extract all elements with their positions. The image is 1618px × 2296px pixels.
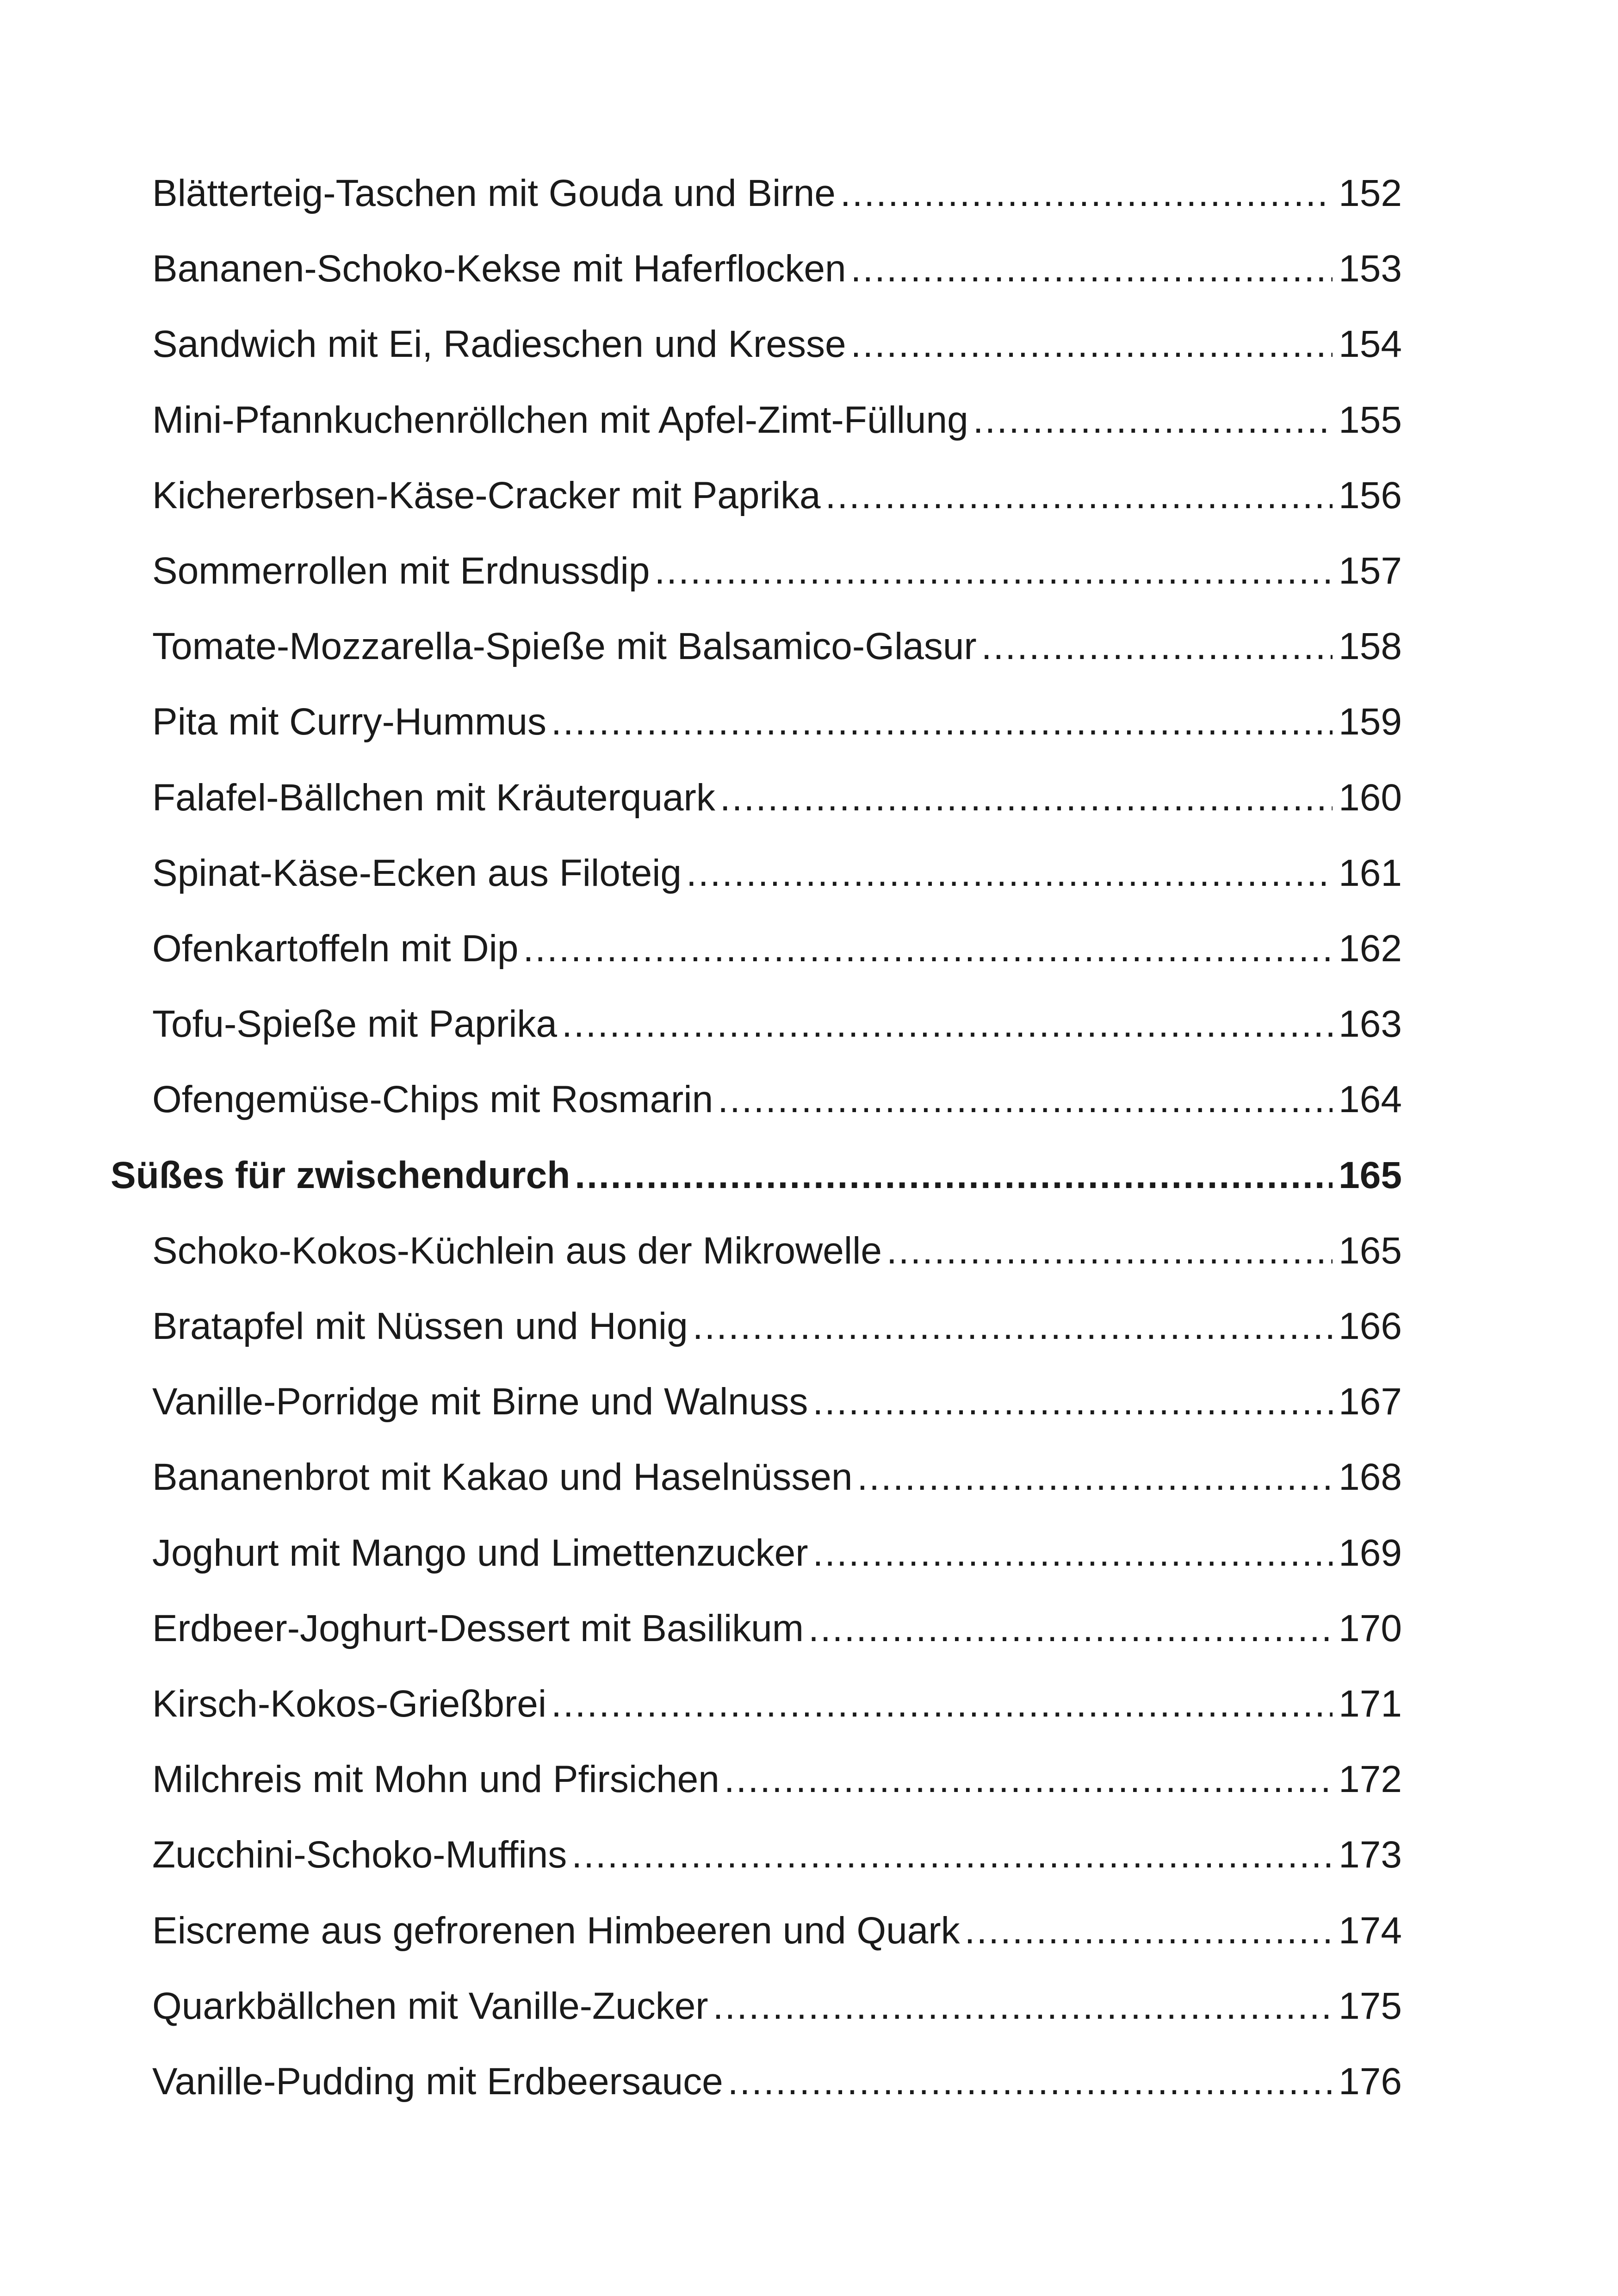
dot-leader xyxy=(655,543,1333,599)
toc-entry-page-number: 155 xyxy=(1339,399,1402,441)
toc-entry xyxy=(152,1903,1402,1959)
toc-entry xyxy=(152,1601,1402,1656)
toc-entry xyxy=(152,921,1402,977)
toc-entry-page-number: 158 xyxy=(1339,625,1402,667)
toc-entry xyxy=(152,543,1402,599)
toc-entry-title: Ofengemüse-Chips mit Rosmarin xyxy=(152,1078,713,1120)
toc-entry-title: Falafel-Bällchen mit Kräuterquark xyxy=(152,777,715,819)
toc-entry xyxy=(152,166,1402,221)
toc-entry xyxy=(152,1676,1402,1732)
toc-entry-page-number: 159 xyxy=(1339,701,1402,743)
toc-entry-title: Pita mit Curry-Hummus xyxy=(152,701,546,743)
toc-entry-page-number: 165 xyxy=(1339,1230,1402,1272)
dot-leader xyxy=(718,1072,1333,1127)
toc-entry-page-number: 157 xyxy=(1339,550,1402,592)
toc-entry-title: Schoko-Kokos-Küchlein aus der Mikrowelle xyxy=(152,1230,882,1272)
toc-entry-title: Eiscreme aus gefrorenen Himbeeren und Quark xyxy=(152,1910,960,1952)
dot-leader xyxy=(693,1299,1333,1354)
toc-entry-title: Ofenkartoffeln mit Dip xyxy=(152,927,519,970)
dot-leader xyxy=(686,846,1333,901)
toc-entry-page-number: 175 xyxy=(1339,1985,1402,2027)
dot-leader xyxy=(571,1827,1333,1883)
dot-leader xyxy=(551,1676,1333,1732)
toc-entry-title: Sandwich mit Ei, Radieschen und Kresse xyxy=(152,323,846,365)
dot-leader xyxy=(812,1374,1333,1430)
toc-entry xyxy=(152,619,1402,674)
dot-leader xyxy=(981,619,1333,674)
toc-entry-page-number: 160 xyxy=(1339,777,1402,819)
dot-leader xyxy=(713,1979,1333,2034)
toc-entry-title: Süßes für zwischendurch xyxy=(111,1154,570,1196)
toc-entry xyxy=(152,1979,1402,2034)
toc-entry-title: Zucchini-Schoko-Muffins xyxy=(152,1834,567,1876)
toc-entry-title: Vanille-Porridge mit Birne und Walnuss xyxy=(152,1381,808,1423)
dot-leader xyxy=(851,317,1333,372)
toc-entry-page-number: 164 xyxy=(1339,1078,1402,1120)
toc-entry-title: Sommerrollen mit Erdnussdip xyxy=(152,550,650,592)
toc-entry xyxy=(152,1072,1402,1127)
dot-leader xyxy=(813,1525,1333,1581)
toc-entry xyxy=(152,1827,1402,1883)
dot-leader xyxy=(965,1903,1333,1959)
dot-leader xyxy=(825,468,1333,523)
toc-entry-title: Kirsch-Kokos-Grießbrei xyxy=(152,1683,547,1725)
toc-entry xyxy=(152,1299,1402,1354)
dot-leader xyxy=(857,1450,1333,1505)
toc-entry-title: Tomate-Mozzarella-Spieße mit Balsamico-Glasur xyxy=(152,625,977,667)
toc-entry-title: Erdbeer-Joghurt-Dessert mit Basilikum xyxy=(152,1607,804,1649)
dot-leader xyxy=(973,392,1333,448)
toc-entry-title: Bratapfel mit Nüssen und Honig xyxy=(152,1305,688,1347)
toc-entry xyxy=(152,846,1402,901)
toc-entry-page-number: 166 xyxy=(1339,1305,1402,1347)
toc-entry-page-number: 174 xyxy=(1339,1910,1402,1952)
toc-entry-page-number: 156 xyxy=(1339,474,1402,516)
toc-entry xyxy=(152,1450,1402,1505)
toc-entry xyxy=(152,770,1402,826)
dot-leader xyxy=(551,694,1333,750)
dot-leader xyxy=(724,1752,1333,1807)
toc-entry xyxy=(152,1525,1402,1581)
toc-entry-page-number: 168 xyxy=(1339,1456,1402,1498)
toc-entry xyxy=(152,317,1402,372)
toc-entry xyxy=(152,392,1402,448)
dot-leader xyxy=(728,2054,1333,2109)
toc-entry-page-number: 163 xyxy=(1339,1003,1402,1045)
toc-entry-page-number: 176 xyxy=(1339,2060,1402,2103)
toc-entry-page-number: 154 xyxy=(1339,323,1402,365)
toc-entry-title: Spinat-Käse-Ecken aus Filoteig xyxy=(152,852,682,894)
dot-leader xyxy=(808,1601,1333,1656)
toc-entry-title: Vanille-Pudding mit Erdbeersauce xyxy=(152,2060,723,2103)
toc-entry-page-number: 172 xyxy=(1339,1758,1402,1800)
toc-entry xyxy=(152,2054,1402,2109)
toc-entry xyxy=(152,996,1402,1052)
toc-entry-page-number: 169 xyxy=(1339,1532,1402,1574)
toc-entry xyxy=(152,241,1402,297)
toc-entry-page-number: 152 xyxy=(1339,172,1402,214)
toc-entry-page-number: 171 xyxy=(1339,1683,1402,1725)
toc-entry xyxy=(152,468,1402,523)
toc-entry-title: Joghurt mit Mango und Limettenzucker xyxy=(152,1532,808,1574)
toc-entry xyxy=(152,1223,1402,1279)
toc-entry-page-number: 161 xyxy=(1339,852,1402,894)
toc-entry-title: Bananenbrot mit Kakao und Haselnüssen xyxy=(152,1456,853,1498)
dot-leader xyxy=(562,996,1333,1052)
dot-leader xyxy=(575,1148,1333,1203)
toc-entry-title: Bananen-Schoko-Kekse mit Haferflocken xyxy=(152,248,846,290)
toc-entry-title: Kichererbsen-Käse-Cracker mit Paprika xyxy=(152,474,821,516)
toc-entry-page-number: 162 xyxy=(1339,927,1402,970)
toc-entry xyxy=(152,694,1402,750)
toc-entry-page-number: 153 xyxy=(1339,248,1402,290)
toc-section-heading xyxy=(111,1148,1402,1203)
dot-leader xyxy=(720,770,1333,826)
toc-entry-page-number: 165 xyxy=(1339,1154,1402,1196)
toc-entry-page-number: 170 xyxy=(1339,1607,1402,1649)
dot-leader xyxy=(886,1223,1333,1279)
toc-entry-page-number: 173 xyxy=(1339,1834,1402,1876)
dot-leader xyxy=(523,921,1333,977)
toc-entry-title: Tofu-Spieße mit Paprika xyxy=(152,1003,558,1045)
toc-entry-page-number: 167 xyxy=(1339,1381,1402,1423)
toc-entry-title: Blätterteig-Taschen mit Gouda und Birne xyxy=(152,172,836,214)
dot-leader xyxy=(851,241,1333,297)
toc-entry-title: Quarkbällchen mit Vanille-Zucker xyxy=(152,1985,708,2027)
toc-entry xyxy=(152,1374,1402,1430)
dot-leader xyxy=(840,166,1333,221)
toc-entry-title: Milchreis mit Mohn und Pfirsichen xyxy=(152,1758,719,1800)
toc-entry-title: Mini-Pfannkuchenröllchen mit Apfel-Zimt-Füllung xyxy=(152,399,968,441)
toc-entry xyxy=(152,1752,1402,1807)
